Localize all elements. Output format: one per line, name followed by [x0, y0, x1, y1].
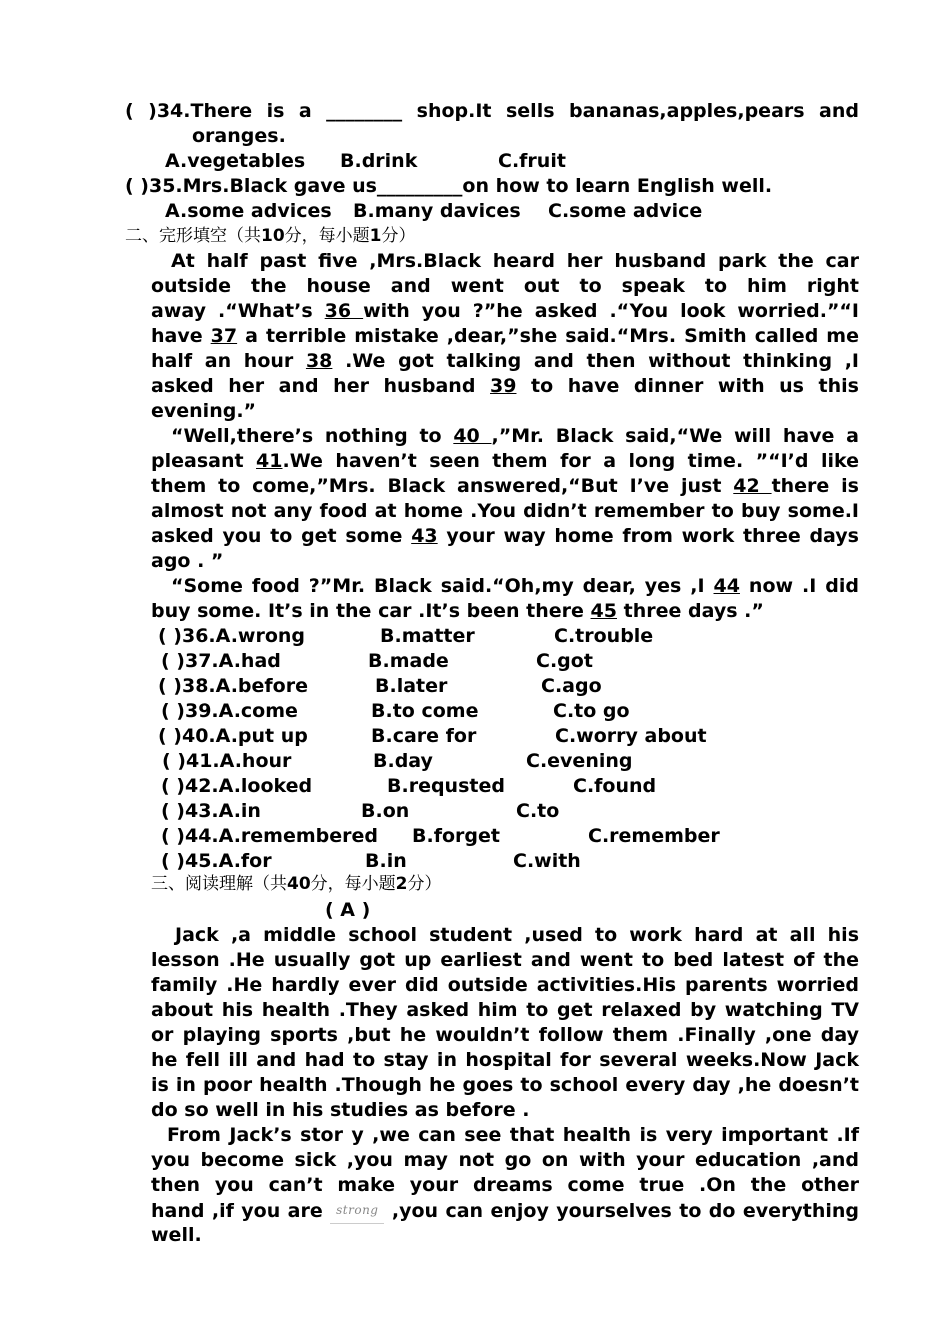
reading-line: then you can’t make your dreams come true .On the other [151, 1174, 859, 1196]
cloze-line: “Well,there’s nothing to 40 ,”Mr. Black said,“We will have a [171, 425, 859, 447]
blank-37: 37 [210, 325, 238, 347]
cloze-line: half an hour 38 .We got talking and then without thinking ,I [151, 350, 859, 372]
question-35-option-b: B.many davices [353, 200, 521, 222]
reading-line: hand ,if you are strong ,you can enjoy yourselves to do everything [151, 1200, 860, 1222]
reading-line: lesson .He usually got up earliest and went to bed latest of the [151, 949, 859, 971]
cloze-line: them to come,”Mrs. Black answered,“But I’ve just 42 there is [151, 475, 859, 497]
section-2-heading: 二、完形填空（共10分，每小题1分） [125, 226, 416, 246]
cloze-line: have 37 a terrible mistake ,dear,”she said.“Mrs. Smith called me [151, 325, 859, 347]
passage-a-label: ( A ) [325, 899, 371, 921]
cloze-line: buy some. It’s in the car .It’s been there 45 three days .” [151, 600, 764, 622]
reading-line: Jack ,a middle school student ,used to work hard at all his [175, 924, 859, 946]
option-row-45: ( )45.A.for B.in C.with [161, 850, 581, 872]
option-row-37: ( )37.A.had B.made C.got [161, 650, 593, 672]
cloze-line: ago . ” [151, 550, 224, 572]
question-34-option-b: B.drink [340, 150, 418, 172]
option-row-40: ( )40.A.put up B.care for C.worry about [158, 725, 707, 747]
cloze-line: evening.” [151, 400, 257, 422]
blank-41: 41 [256, 450, 283, 472]
question-34-continuation: oranges. [192, 125, 286, 147]
cloze-line: away .“What’s 36 with you ?”he asked .“You look worried.”“I [151, 300, 859, 322]
option-row-38: ( )38.A.before B.later C.ago [158, 675, 602, 697]
cloze-line: almost not any food at home .You didn’t remember to buy some.I [151, 500, 859, 522]
blank-36: 36 [324, 300, 364, 322]
option-row-36: ( )36.A.wrong B.matter C.trouble [158, 625, 654, 647]
reading-line: he fell ill and had to stay in hospital for several weeks.Now Jack [151, 1049, 859, 1071]
option-row-43: ( )43.A.in B.on C.to [161, 800, 560, 822]
reading-line: you become sick ,you may not go on with your education ,and [151, 1149, 859, 1171]
reading-line: about his health .They asked him to get relaxed by watching TV [151, 999, 859, 1021]
option-row-44: ( )44.A.remembered B.forget C.remember [161, 825, 720, 847]
blank-44: 44 [713, 575, 740, 597]
reading-line: is in poor health .Though he goes to school every day ,he doesn’t [151, 1074, 859, 1096]
question-34: ( )34.There is a ________ shop.It sells bananas,apples,pears and [125, 100, 859, 122]
question-35-option-a: A.some advices [165, 200, 332, 222]
question-35: ( )35.Mrs.Black gave us_________on how to learn English well. [125, 175, 773, 197]
cloze-line: At half past five ,Mrs.Black heard her husband park the car [171, 250, 859, 272]
cloze-line: pleasant 41.We haven’t seen them for a long time. ”“I’d like [151, 450, 859, 472]
reading-line: well. [151, 1224, 202, 1246]
reading-line: or playing sports ,but he wouldn’t follow them .Finally ,one day [151, 1024, 859, 1046]
handwritten-answer: strong [330, 1198, 384, 1224]
cloze-line: “Some food ?”Mr. Black said.“Oh,my dear, yes ,I 44 now .I did [171, 575, 859, 597]
blank-43: 43 [411, 525, 438, 547]
cloze-line: outside the house and went out to speak to him right [151, 275, 859, 297]
blank-38: 38 [305, 350, 333, 372]
cloze-line: asked her and her husband 39 to have dinner with us this [151, 375, 859, 397]
option-row-41: ( )41.A.hour B.day C.evening [162, 750, 633, 772]
reading-line: From Jack’s stor y ,we can see that health is very important .If [167, 1124, 859, 1146]
question-35-option-c: C.some advice [548, 200, 703, 222]
blank-40: 40 [453, 425, 492, 447]
cloze-line: asked you to get some 43 your way home from work three days [151, 525, 859, 547]
blank-39: 39 [490, 375, 517, 397]
question-34-option-c: C.fruit [498, 150, 566, 172]
blank-42: 42 [733, 475, 772, 497]
reading-line: family .He hardly ever did outside activities.His parents worried [151, 974, 859, 996]
blank-45: 45 [590, 600, 617, 622]
option-row-39: ( )39.A.come B.to come C.to go [161, 700, 630, 722]
question-34-option-a: A.vegetables [165, 150, 306, 172]
option-row-42: ( )42.A.looked B.requsted C.found [161, 775, 657, 797]
section-3-heading: 三、阅读理解（共40分，每小题2分） [151, 874, 442, 894]
reading-line: do so well in his studies as before . [151, 1099, 530, 1121]
